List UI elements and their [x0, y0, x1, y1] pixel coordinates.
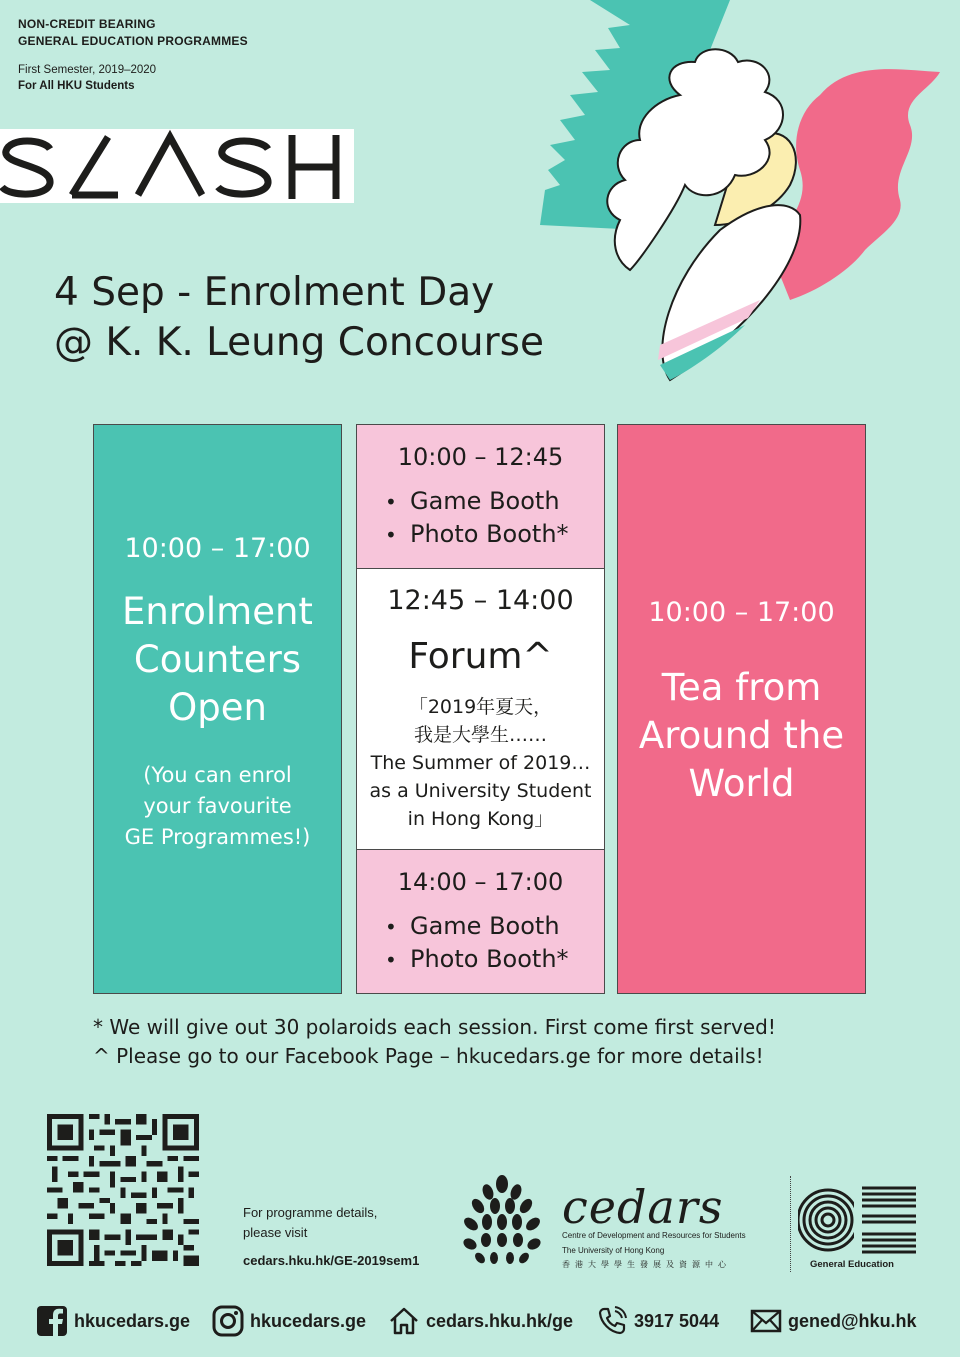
- semester-text: First Semester, 2019–2020: [18, 64, 157, 76]
- enrolment-title-line-2: Counters: [133, 638, 302, 681]
- list-item: • Photo Booth*: [385, 518, 604, 551]
- list-item: • Photo Booth*: [385, 943, 604, 976]
- tea-time: 10:00 – 17:00: [648, 597, 835, 628]
- visit-info: [243, 1203, 419, 1271]
- event-title: [54, 268, 544, 368]
- website-contact[interactable]: [388, 1303, 573, 1339]
- facebook-contact[interactable]: [36, 1303, 190, 1339]
- audience-text: For All HKU Students: [18, 80, 135, 92]
- tea-title-line-2: Around the: [638, 714, 845, 757]
- enrolment-title: [94, 588, 341, 732]
- booth-morning-time: 10:00 – 12:45: [397, 443, 564, 471]
- slash-wordmark: [0, 129, 354, 203]
- enrolment-note: [94, 760, 341, 853]
- enrolment-title-line-1: Enrolment: [122, 590, 313, 633]
- logo-divider: [790, 1176, 791, 1272]
- decorative-artwork: [520, 0, 960, 400]
- cedars-chinese-name: 香港大學學生發展及資源中心: [562, 1260, 731, 1269]
- cedars-full-name: Centre of Development and Resources for Students: [562, 1231, 746, 1240]
- forum-time: 12:45 – 14:00: [387, 585, 574, 616]
- facebook-handle: hkucedars.ge: [74, 1310, 191, 1331]
- header-line-2: GENERAL EDUCATION PROGRAMMES: [18, 34, 248, 48]
- email-address: gened@hku.hk: [788, 1310, 917, 1331]
- pink-wave-shape: [770, 69, 940, 300]
- booth-session-morning: [356, 424, 605, 570]
- phone-contact[interactable]: [596, 1303, 719, 1339]
- forum-panel: [356, 568, 605, 851]
- forum-desc-line-2: 我是大學生……: [413, 724, 547, 746]
- footnotes: [93, 1013, 776, 1071]
- list-item: • Game Booth: [385, 910, 604, 943]
- email-contact[interactable]: [750, 1303, 917, 1339]
- forum-title: Forum^: [408, 636, 553, 677]
- enrolment-time: 10:00 – 17:00: [124, 533, 311, 564]
- phone-icon: [596, 1305, 628, 1337]
- tea-title-line-3: World: [688, 762, 795, 805]
- booth-afternoon-list: [385, 910, 604, 976]
- forum-desc-line-5: in Hong Kong」: [407, 808, 554, 830]
- header-line-1: NON-CREDIT BEARING: [18, 17, 156, 31]
- facebook-note: ^ Please go to our Facebook Page – hkucedars.ge for more details!: [93, 1044, 764, 1068]
- instagram-contact[interactable]: [212, 1303, 366, 1339]
- phone-number: 3917 5044: [634, 1310, 720, 1331]
- enrolment-note-line-2: your favourite: [143, 794, 292, 818]
- header: [18, 16, 248, 94]
- qr-code-icon[interactable]: [47, 1114, 199, 1266]
- tea-title-line-1: Tea from: [661, 666, 822, 709]
- enrolment-note-line-3: GE Programmes!): [124, 825, 311, 849]
- website-url: cedars.hku.hk/ge: [426, 1310, 574, 1331]
- forum-description: [357, 693, 604, 833]
- cedars-university: The University of Hong Kong: [562, 1246, 665, 1255]
- general-education-logo-icon: [798, 1180, 918, 1260]
- tea-title: [618, 664, 865, 808]
- booth-afternoon-time: 14:00 – 17:00: [397, 868, 564, 896]
- contact-bar: [36, 1303, 936, 1339]
- visit-line-1: For programme details,: [243, 1205, 378, 1220]
- forum-desc-line-1: 「2019年夏天，: [408, 696, 553, 718]
- email-icon: [750, 1305, 782, 1337]
- facebook-icon: [36, 1305, 68, 1337]
- enrolment-counters-panel: [93, 424, 342, 994]
- cedars-wordmark: cedars: [562, 1180, 724, 1234]
- instagram-icon: [212, 1305, 244, 1337]
- event-date-line: 4 Sep - Enrolment Day: [54, 270, 495, 315]
- booth-morning-list: [385, 485, 604, 551]
- slash-logo: [0, 129, 354, 203]
- instagram-handle: hkucedars.ge: [250, 1310, 367, 1331]
- polaroid-note: * We will give out 30 polaroids each session. First come first served!: [93, 1015, 776, 1039]
- enrolment-note-line-1: (You can enrol: [143, 763, 292, 787]
- list-item: • Game Booth: [385, 485, 604, 518]
- enrolment-title-line-3: Open: [168, 686, 267, 729]
- forum-desc-line-4: as a University Student: [369, 780, 592, 802]
- forum-desc-line-3: The Summer of 2019…: [370, 752, 591, 774]
- booth-session-afternoon: [356, 849, 605, 994]
- event-venue-line: @ K. K. Leung Concourse: [54, 320, 544, 365]
- visit-line-2: please visit: [243, 1225, 308, 1240]
- programme-details-link[interactable]: cedars.hku.hk/GE-2019sem1: [243, 1253, 420, 1268]
- tea-panel: [617, 424, 866, 994]
- general-education-label: General Education: [810, 1259, 894, 1270]
- surfboard-shape: [662, 205, 800, 380]
- home-icon: [388, 1305, 420, 1337]
